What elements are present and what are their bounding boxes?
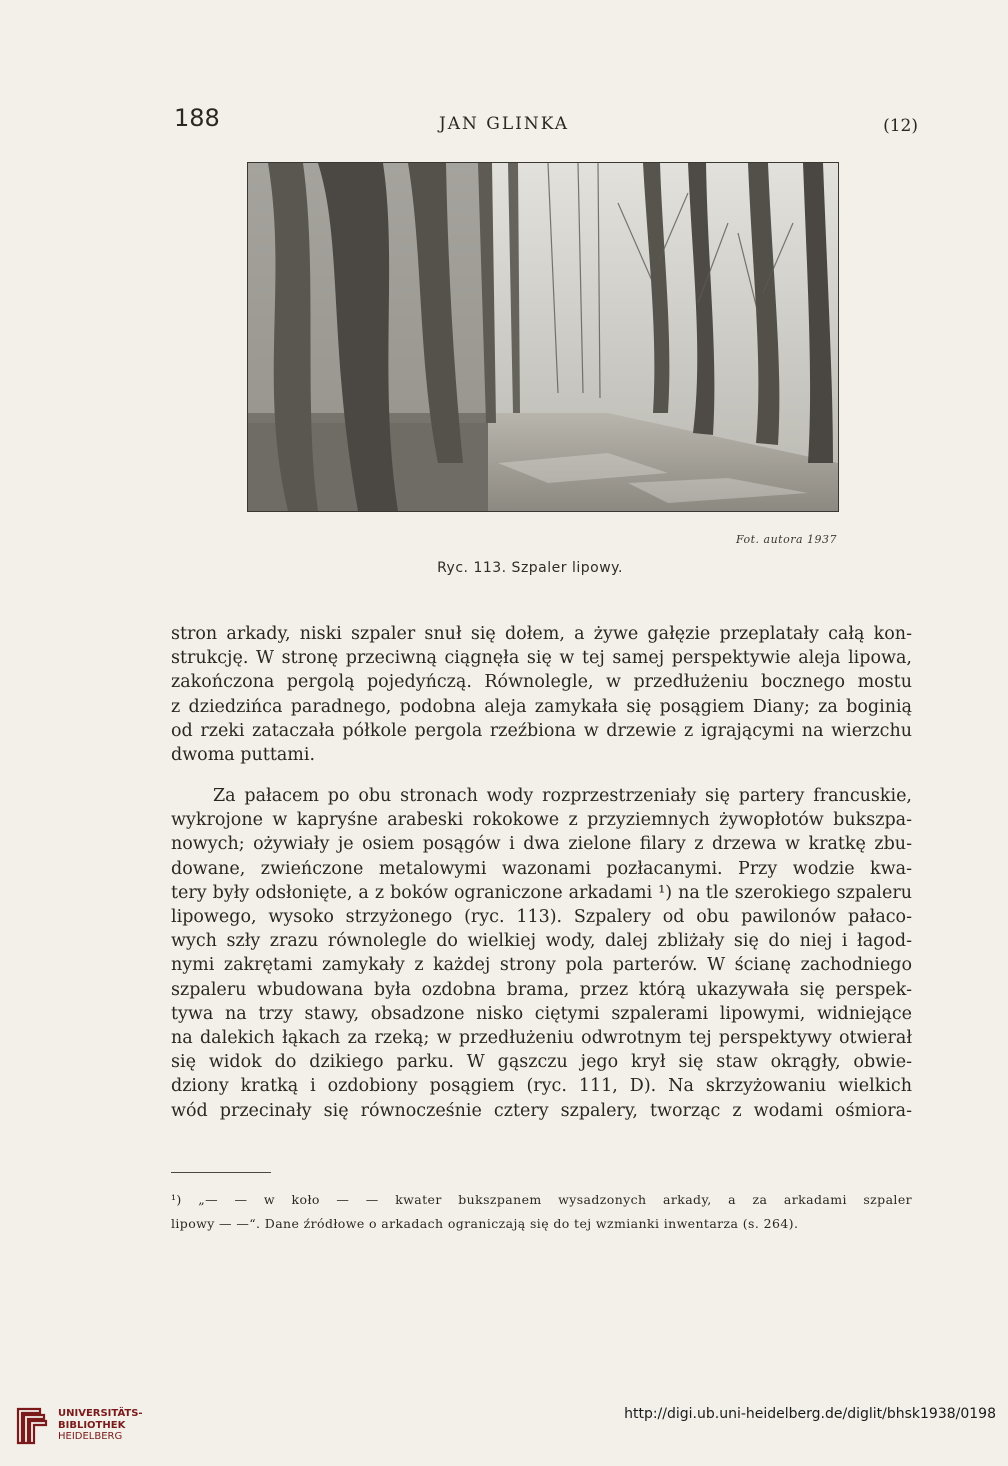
library-name-line: HEIDELBERG	[58, 1431, 123, 1442]
text-line: tery były odsłonięte, a z boków ograniczone arkadami ¹) na tle szerokiego szpaleru	[171, 882, 912, 903]
text-line: na dalekich łąkach za rzeką; w przedłużeniu odwrotnym tej perspektywy otwierał	[171, 1028, 912, 1049]
footnote-line: ¹) „— — w koło — — kwater bukszpanem wysadzonych arkady, a za arkadami szpaler	[171, 1192, 912, 1207]
running-head: JAN GLINKA	[438, 114, 570, 134]
text-line: z dziedzińca paradnego, podobna aleja zamykała się posągiem Diany; za boginią	[171, 696, 912, 717]
footnote-rule	[171, 1172, 271, 1173]
footnote-line: lipowy — —“. Dane źródłowe o arkadach ograniczają się do tej wzmianki inwentarza (s. 264).	[171, 1216, 799, 1231]
section-number: (12)	[883, 116, 918, 136]
text-line: tywa na trzy stawy, obsadzone nisko ciętymi szpalerami lipowymi, widniejące	[171, 1003, 912, 1024]
paragraph-1	[171, 622, 912, 767]
library-name	[58, 1408, 143, 1443]
text-line: dwoma puttami.	[171, 745, 316, 766]
text-line: dowane, zwieńczone metalowymi wazonami pozłacanymi. Przy wodzie kwa-	[171, 858, 912, 879]
text-line: od rzeki zataczała półkole pergola rzeźbiona w drzewie z igrającymi na wierzchu	[171, 720, 912, 741]
text-line: strukcję. W stronę przeciwną ciągnęła się w tej samej perspektywie aleja lipowa,	[171, 648, 912, 669]
text-line: nymi zakrętami zamykały z każdej strony pola parterów. W ścianę zachodniego	[171, 955, 912, 976]
photo-credit: Fot. autora 1937	[735, 533, 837, 546]
text-line: się widok do dzikiego parku. W gąszczu jego krył się staw okrągły, obwie-	[171, 1052, 912, 1073]
figure-photo	[247, 162, 839, 512]
page-number: 188	[174, 104, 220, 132]
text-line: zakończona pergolą pojedyńczą. Równolegle, w przedłużeniu bocznego mostu	[171, 672, 912, 693]
text-line: szpaleru wbudowana była ozdobna brama, przez którą ukazywała się perspek-	[171, 979, 912, 1000]
text-line: Za pałacem po obu stronach wody rozprzestrzeniały się partery francuskie,	[213, 786, 912, 806]
digital-url-link[interactable]: http://digi.ub.uni-heidelberg.de/diglit/bhsk1938/0198	[624, 1406, 996, 1422]
paragraph-2	[171, 784, 912, 1123]
text-line: nowych; ożywiały je osiem posągów i dwa zielone filary z drzewa w kratkę zbu-	[171, 834, 912, 855]
text-line: dziony kratką i ozdobiony posągiem (ryc. 111, D). Na skrzyżowaniu wielkich	[171, 1076, 912, 1097]
text-line: wych szły zrazu równolegle do wielkiej wody, dalej zbliżały się do niej i łagod-	[171, 931, 912, 952]
text-line: stron arkady, niski szpaler snuł się dołem, a żywe gałęzie przeplatały całą kon-	[171, 624, 912, 644]
text-line: wód przecinały się równocześnie cztery szpalery, tworząc z wodami ośmiora-	[171, 1100, 912, 1121]
figure-caption: Ryc. 113. Szpaler lipowy.	[437, 560, 623, 576]
footnote	[171, 1188, 912, 1236]
text-line: wykrojone w kapryśne arabeski rokokowe z przyziemnych żywopłotów bukszpa-	[171, 810, 912, 831]
library-name-line: BIBLIOTHEK	[58, 1419, 126, 1431]
linden-alley-illustration	[248, 163, 838, 511]
library-name-line: UNIVERSITÄTS-	[58, 1408, 143, 1419]
library-logo-icon	[10, 1403, 50, 1448]
text-line: lipowego, wysoko strzyżonego (ryc. 113). Szpalery od obu pawilonów pałaco-	[171, 907, 912, 928]
